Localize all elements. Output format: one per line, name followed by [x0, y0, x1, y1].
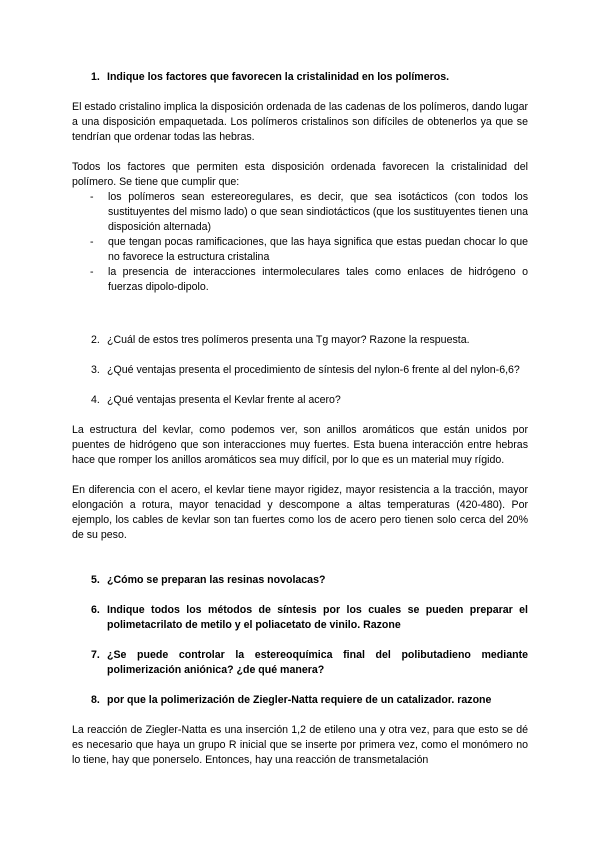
paragraph-ziegler-natta: La reacción de Ziegler-Natta es una inserción 1,2 de etileno una y otra vez, para que esto se dé es necesario que haya un grupo R inicial que se inserte por primera vez, como el monómero no lo tiene, hay que ponerselo. Entonces, hay una reacción de transmetalación	[72, 724, 528, 766]
question-3-text: ¿Qué ventajas presenta el procedimiento de síntesis del nylon-6 frente al del nylon-6,6?	[107, 364, 520, 376]
paragraph-kevlar-vs-steel: En diferencia con el acero, el kevlar tiene mayor rigidez, mayor resistencia a la tracción, mayor elongación a rotura, mayor tenacidad y descompone a altas temperaturas (420-480). Por ejemplo, los cables de kevlar son tan fuertes como los de acero pero tienen solo cerca del 20% de su peso.	[72, 484, 528, 541]
question-2-number: 2.	[91, 334, 100, 346]
list-item-text: que tengan pocas ramificaciones, que las haya significa que estas puedan chocar lo que no favorece la estructura cristalina	[108, 236, 528, 263]
question-7-text: ¿Se puede controlar la estereoquímica final del polibutadieno mediante polimerización aniónica? ¿de qué manera?	[107, 649, 528, 676]
question-3-number: 3.	[91, 364, 100, 376]
question-7-number: 7.	[91, 649, 100, 661]
list-item	[72, 190, 528, 235]
question-4	[72, 393, 528, 408]
question-2	[72, 333, 528, 348]
question-5-text: ¿Cómo se preparan las resinas novolacas?	[107, 574, 326, 586]
list-item-text: los polímeros sean estereoregulares, es decir, que sea isotácticos (con todos los sustituyentes del mismo lado) o que sean sindiotácticos (que los sustituyentes tienen una disposición alternada)	[108, 191, 528, 233]
dash-marker: -	[90, 236, 94, 248]
question-6	[72, 603, 528, 633]
document-page	[72, 70, 528, 768]
question-4-number: 4.	[91, 394, 100, 406]
dash-marker: -	[90, 266, 94, 278]
dash-marker: -	[90, 191, 94, 203]
factors-list	[72, 190, 528, 295]
question-8	[72, 693, 528, 708]
question-3	[72, 363, 528, 378]
question-5-number: 5.	[91, 574, 100, 586]
paragraph-crystalline-state: El estado cristalino implica la disposición ordenada de las cadenas de los polímeros, dando lugar a una disposición empaquetada. Los polímeros cristalinos son difíciles de obtenerlos ya que se tendrían que ordenar todas las hebras.	[72, 101, 528, 143]
question-1-number: 1.	[91, 71, 100, 83]
question-2-text: ¿Cuál de estos tres polímeros presenta una Tg mayor? Razone la respuesta.	[107, 334, 470, 346]
question-6-number: 6.	[91, 604, 100, 616]
list-item	[72, 265, 528, 295]
question-1-text: Indique los factores que favorecen la cristalinidad en los polímeros.	[107, 71, 450, 83]
list-item-text: la presencia de interacciones intermoleculares tales como enlaces de hidrógeno o fuerzas dipolo-dipolo.	[108, 266, 528, 293]
paragraph-factors: Todos los factores que permiten esta disposición ordenada favorecen la cristalinidad del polímero. Se tiene que cumplir que:	[72, 161, 528, 188]
question-8-text: por que la polimerización de Ziegler-Natta requiere de un catalizador. razone	[107, 694, 492, 706]
question-1	[72, 70, 528, 85]
question-8-number: 8.	[91, 694, 100, 706]
question-6-text: Indique todos los métodos de síntesis por los cuales se pueden preparar el polimetacrilato de metilo y el poliacetato de vinilo. Razone	[107, 604, 528, 631]
question-4-text: ¿Qué ventajas presenta el Kevlar frente al acero?	[107, 394, 341, 406]
list-item	[72, 235, 528, 265]
paragraph-kevlar-structure: La estructura del kevlar, como podemos ver, son anillos aromáticos que están unidos por puentes de hidrógeno que son interacciones muy fuertes. Esta buena interacción entre hebras hace que romper los anillos aromáticos sea muy difícil, por lo que es un material muy rígido.	[72, 424, 528, 466]
question-5	[72, 573, 528, 588]
question-7	[72, 648, 528, 678]
